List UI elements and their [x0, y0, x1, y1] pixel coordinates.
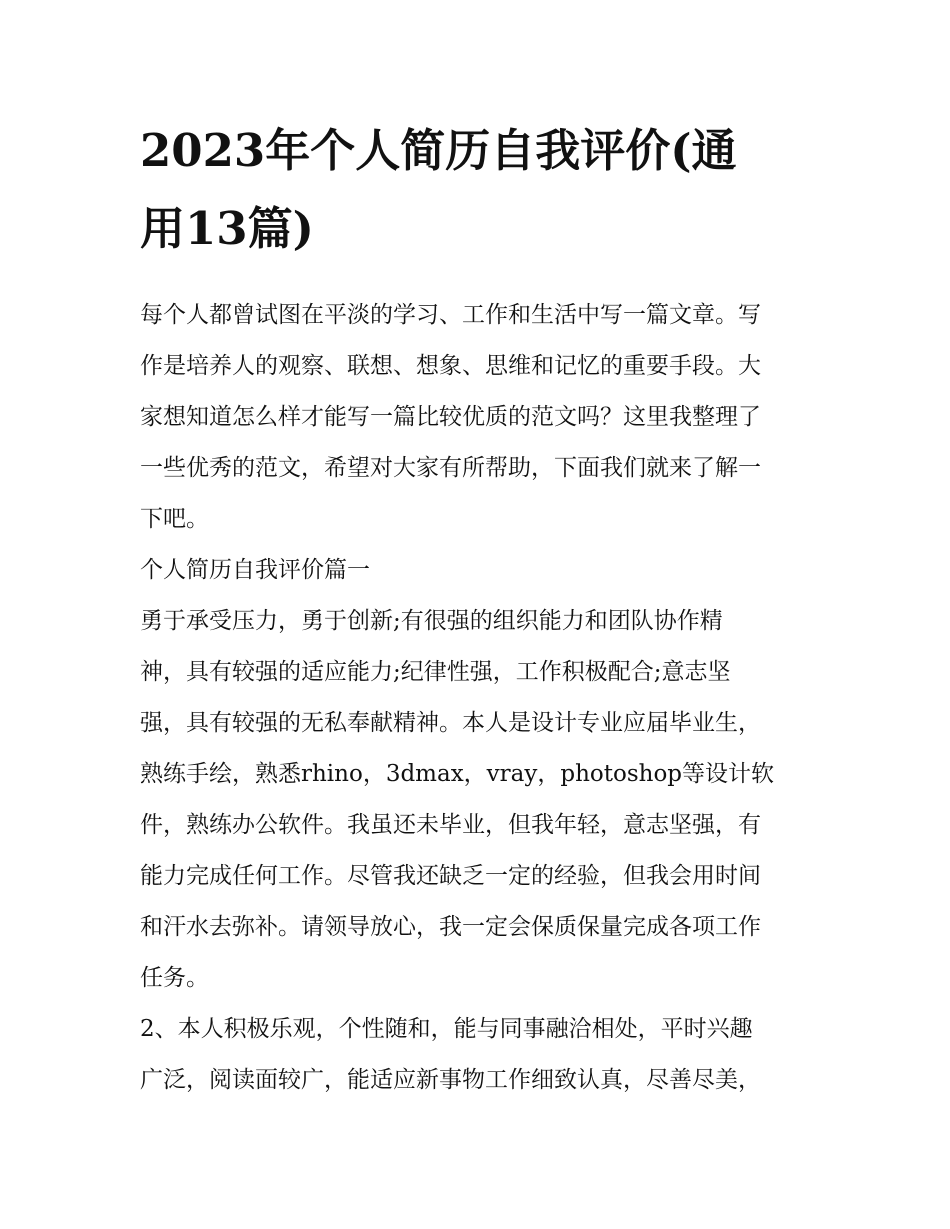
- text-line: 任务。: [140, 965, 209, 991]
- document-title: [140, 112, 815, 268]
- text-line: 强，具有较强的无私奉献精神。本人是设计专业应届毕业生，: [140, 710, 761, 736]
- document-body: [140, 290, 815, 1106]
- text-line: 件，熟练办公软件。我虽还未毕业，但我年轻，意志坚强，有: [140, 812, 761, 838]
- text-line: 勇于承受压力，勇于创新;有很强的组织能力和团队协作精: [140, 608, 723, 634]
- text-line: 神，具有较强的适应能力;纪律性强，工作积极配合;意志坚: [140, 659, 731, 685]
- title-line: 2023年个人简历自我评价(通: [140, 124, 737, 177]
- text-line: 下吧。: [140, 506, 209, 532]
- text-line: 2、本人积极乐观，个性随和，能与同事融洽相处，平时兴趣: [140, 1016, 753, 1042]
- text-line: 每个人都曾试图在平淡的学习、工作和生活中写一篇文章。写: [140, 302, 761, 328]
- document-page: [140, 112, 815, 1106]
- text-line: 一些优秀的范文，希望对大家有所帮助，下面我们就来了解一: [140, 455, 761, 481]
- title-line: 用13篇): [140, 202, 314, 255]
- text-line: 和汗水去弥补。请领导放心，我一定会保质保量完成各项工作: [140, 914, 761, 940]
- paragraph-two: [140, 1004, 815, 1106]
- text-line: 广泛，阅读面较广，能适应新事物工作细致认真，尽善尽美，: [140, 1067, 761, 1093]
- section-heading: 个人简历自我评价篇一: [140, 557, 370, 583]
- text-line: 能力完成任何工作。尽管我还缺乏一定的经验，但我会用时间: [140, 863, 761, 889]
- text-line: 作是培养人的观察、联想、想象、思维和记忆的重要手段。大: [140, 353, 761, 379]
- intro-paragraph: [140, 290, 815, 545]
- text-line: 熟练手绘，熟悉rhino，3dmax，vray，photoshop等设计软: [140, 761, 775, 787]
- paragraph-one: [140, 596, 815, 1004]
- text-line: 家想知道怎么样才能写一篇比较优质的范文吗？这里我整理了: [140, 404, 761, 430]
